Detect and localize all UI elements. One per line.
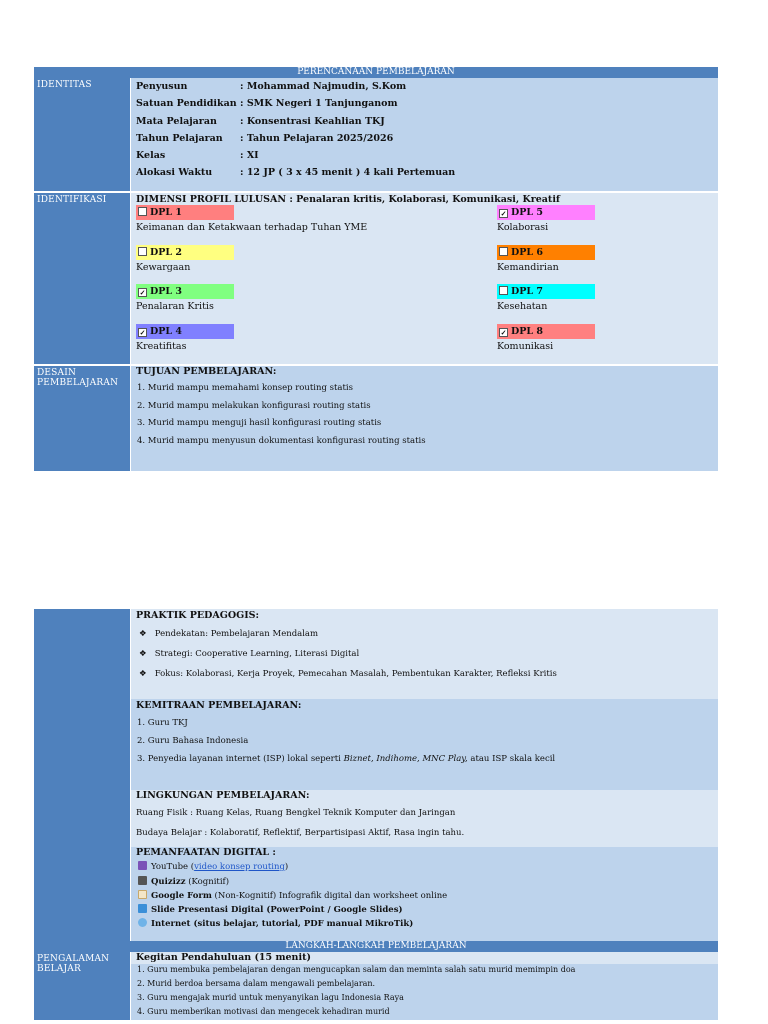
lingkungan-heading: LINGKUNGAN PEMBELAJARAN: <box>136 790 310 801</box>
praktik-section <box>131 609 718 699</box>
list-item: 4. Murid mampu menyusun dokumentasi konfigurasi routing statis <box>137 436 426 446</box>
list-item: Quizizz (Kognitif) <box>138 876 229 887</box>
pendahuluan-heading: Kegitan Pendahuluan (15 menit) <box>136 952 311 963</box>
list-item: 1. Murid mampu memahami konsep routing statis <box>137 383 353 393</box>
diamond-bullet-icon: ❖ <box>139 669 147 679</box>
kemitraan-heading: KEMITRAAN PEMBELAJARAN: <box>136 700 302 711</box>
checkbox[interactable] <box>138 207 147 216</box>
dpl-desc: Kesehatan <box>497 301 548 312</box>
dpl-desc: Kolaborasi <box>497 222 549 233</box>
list-item: 2. Guru Bahasa Indonesia <box>137 736 249 746</box>
list-item: 1. Guru TKJ <box>137 718 188 728</box>
checkbox-checked[interactable]: ✓ <box>139 288 146 297</box>
list-item: 3. Murid mampu menguji hasil konfigurasi routing statis <box>137 418 382 428</box>
text-line: Ruang Fisik : Ruang Kelas, Ruang Bengkel Teknik Komputer dan Jaringan <box>136 808 456 818</box>
diamond-bullet-icon: ❖ <box>139 629 147 639</box>
dpl-4-box: ✓ DPL 4 <box>136 324 234 339</box>
checkbox[interactable] <box>138 247 147 256</box>
globe-icon <box>138 918 147 927</box>
clipboard-icon <box>138 890 147 899</box>
checkbox-checked[interactable]: ✓ <box>500 328 507 337</box>
list-item: 3. Penyedia layanan internet (ISP) lokal seperti Biznet, Indihome, MNC Play, atau ISP skala kecil <box>137 754 556 764</box>
page2-label-column <box>34 609 130 941</box>
checkbox-checked[interactable]: ✓ <box>139 328 146 337</box>
identifikasi-label: IDENTIFIKASI <box>34 193 130 364</box>
desain-label: DESAIN PEMBELAJARAN <box>34 366 130 471</box>
list-item: YouTube (video konsep routing) <box>138 861 288 872</box>
identitas-row: Tahun Pelajaran : Tahun Pelajaran 2025/2026 <box>136 133 394 144</box>
checkbox[interactable] <box>499 286 508 295</box>
dpl-desc: Kemandirian <box>497 262 559 273</box>
video-link[interactable]: video konsep routing <box>194 862 285 872</box>
dpl-6-box: DPL 6 <box>497 245 595 260</box>
identitas-row: Alokasi Waktu : 12 JP ( 3 x 45 menit ) 4 kali Pertemuan <box>136 167 456 178</box>
identitas-section <box>131 78 718 191</box>
praktik-heading: PRAKTIK PEDAGOGIS: <box>136 610 260 621</box>
list-item: ❖ Pendekatan: Pembelajaran Mendalam <box>139 629 319 639</box>
dpl-1-box: DPL 1 <box>136 205 234 220</box>
dpl-item <box>497 245 595 273</box>
digital-section <box>131 847 718 941</box>
dpl-7-box: DPL 7 <box>497 284 595 299</box>
dpl-5-box: ✓ DPL 5 <box>497 205 595 220</box>
langkah-title: LANGKAH-LANGKAH PEMBELAJARAN <box>285 941 467 951</box>
dpl-item <box>136 205 368 233</box>
identifikasi-section <box>131 193 718 364</box>
dpl-item <box>136 284 234 312</box>
tujuan-heading: TUJUAN PEMBELAJARAN: <box>136 366 277 377</box>
pengalaman-label: PENGALAMAN BELAJAR <box>34 952 130 1020</box>
checkbox-checked[interactable]: ✓ <box>500 209 507 218</box>
diamond-bullet-icon: ❖ <box>139 649 147 659</box>
title-bar <box>34 67 718 78</box>
dimensi-heading: DIMENSI PROFIL LULUSAN : Penalaran kritis, Kolaborasi, Komunikasi, Kreatif <box>136 194 561 205</box>
checkbox[interactable] <box>499 247 508 256</box>
list-item: Google Form (Non-Kognitif) Infografik digital dan worksheet online <box>138 890 447 901</box>
dpl-desc: Penalaran Kritis <box>136 301 214 312</box>
identitas-row: Satuan Pendidikan : SMK Negeri 1 Tanjunganom <box>136 98 398 109</box>
dpl-desc: Kewargaan <box>136 262 191 273</box>
identitas-row: Mata Pelajaran : Konsentrasi Keahlian TKJ <box>136 116 385 127</box>
identitas-label: IDENTITAS <box>34 78 130 191</box>
dpl-item <box>136 324 234 352</box>
page-title: PERENCANAAN PEMBELAJARAN <box>297 67 455 77</box>
identitas-row: Penyusun : Mohammad Najmudin, S.Kom <box>136 81 407 92</box>
dpl-3-box: ✓ DPL 3 <box>136 284 234 299</box>
dpl-item <box>497 284 595 312</box>
presentation-icon <box>138 904 147 913</box>
quiz-icon <box>138 876 147 885</box>
kemitraan-section <box>131 699 718 790</box>
list-item: Internet (situs belajar, tutorial, PDF manual MikroTik) <box>138 918 413 929</box>
dpl-desc: Komunikasi <box>497 341 554 352</box>
text-line: Budaya Belajar : Kolaboratif, Reflektif, Berpartisipasi Aktif, Rasa ingin tahu. <box>136 828 465 838</box>
desain-section <box>131 366 718 471</box>
list-item: ❖ Fokus: Kolaborasi, Kerja Proyek, Pemecahan Masalah, Pembentukan Karakter, Refleksi Kritis <box>139 669 557 679</box>
dpl-2-box: DPL 2 <box>136 245 234 260</box>
digital-heading: PEMANFAATAN DIGITAL : <box>136 847 276 858</box>
list-item: 1. Guru membuka pembelajaran dengan mengucapkan salam dan meminta salah satu murid memimpin doa <box>137 965 576 974</box>
dpl-item <box>497 205 595 233</box>
identitas-row: Kelas : XI <box>136 150 259 161</box>
list-item: 4. Guru memberikan motivasi dan mengecek kehadiran murid <box>137 1007 390 1016</box>
list-item: 3. Guru mengajak murid untuk menyanyikan lagu Indonesia Raya <box>137 993 404 1002</box>
dpl-8-box: ✓ DPL 8 <box>497 324 595 339</box>
dpl-item <box>136 245 234 273</box>
langkah-bar <box>34 941 718 952</box>
dpl-desc: Keimanan dan Ketakwaan terhadap Tuhan YME <box>136 222 368 233</box>
lingkungan-section <box>131 790 718 847</box>
pengalaman-heading-row <box>131 952 718 964</box>
list-item: 2. Murid berdoa bersama dalam mengawali pembelajaran. <box>137 979 376 988</box>
dpl-desc: Kreatifitas <box>136 341 187 352</box>
video-icon <box>138 861 147 870</box>
list-item: 2. Murid mampu melakukan konfigurasi routing statis <box>137 401 371 411</box>
list-item: ❖ Strategi: Cooperative Learning, Literasi Digital <box>139 649 360 659</box>
dpl-item <box>497 324 595 352</box>
pengalaman-section <box>131 964 718 1020</box>
list-item: Slide Presentasi Digital (PowerPoint / Google Slides) <box>138 904 403 915</box>
